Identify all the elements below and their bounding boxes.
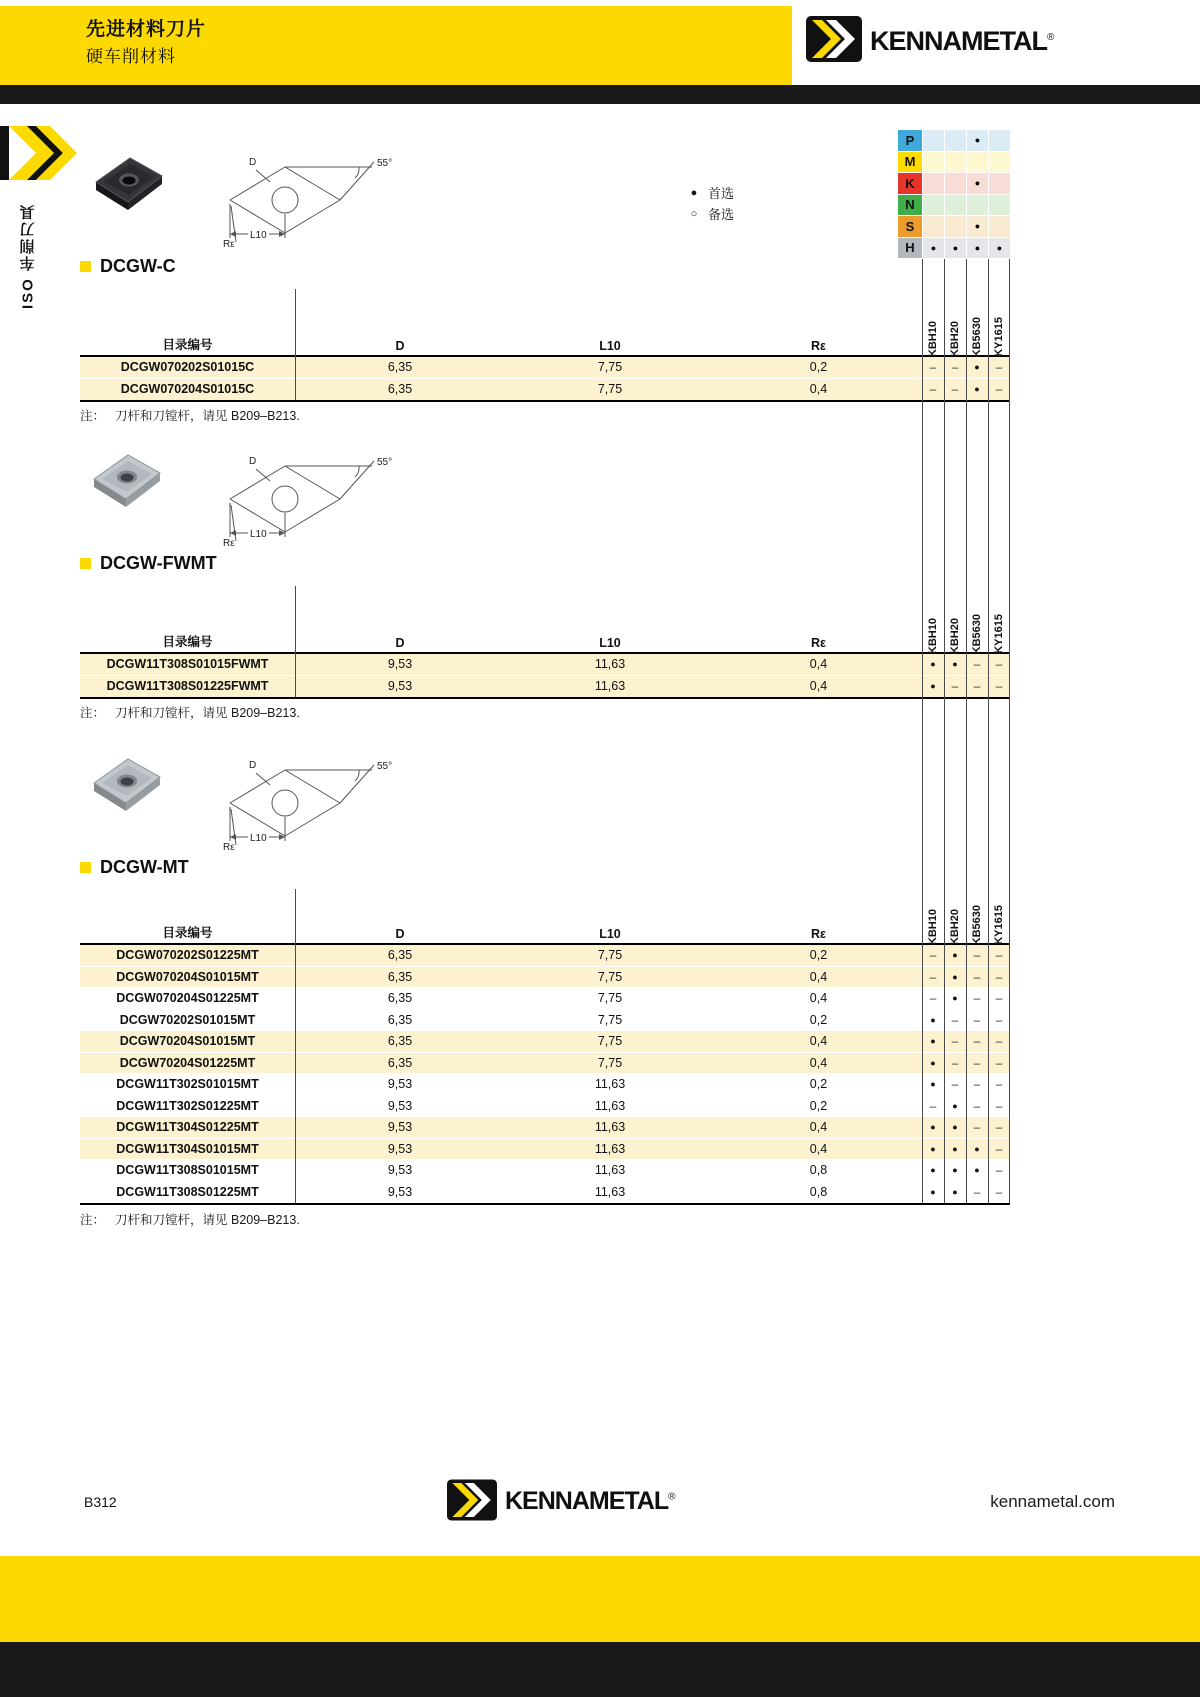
- dash-mark: –: [995, 1185, 1003, 1200]
- cell-re: 0,4: [809, 1055, 828, 1070]
- brand-text: KENNAMETAL: [870, 26, 1047, 56]
- dash-mark: –: [995, 1120, 1003, 1135]
- catalog-number: DCGW070202S01225MT: [116, 948, 259, 963]
- cell-d: 9,53: [387, 1098, 413, 1113]
- cell-l10: 7,75: [597, 1012, 623, 1027]
- dash-mark: –: [973, 969, 981, 984]
- cell-re: 0,4: [809, 657, 828, 672]
- empty-grade-cell: [944, 152, 966, 174]
- section-title-text: DCGW-C: [100, 256, 176, 276]
- preferred-dot: ●: [974, 384, 980, 395]
- catalog-number: DCGW70202S01015MT: [119, 1012, 256, 1027]
- insert-drawing: [222, 154, 397, 249]
- table-body: [80, 945, 1010, 1205]
- header-title-line2: 硬车削材料: [86, 47, 176, 66]
- grade-column-rule: [944, 259, 945, 1203]
- preferred-dot: ●: [944, 238, 966, 260]
- footer-site-link[interactable]: kennametal.com: [990, 1492, 1115, 1511]
- cell-d: 9,53: [387, 1185, 413, 1200]
- dim-l10-label: L10: [250, 529, 267, 540]
- empty-grade-cell: [988, 152, 1010, 174]
- cell-re: 0,4: [809, 679, 828, 694]
- dash-mark: –: [973, 1185, 981, 1200]
- cell-l10: 11,63: [594, 679, 626, 694]
- catalog-number: DCGW070204S01015MT: [116, 969, 259, 984]
- catalog-number: DCGW070204S01015C: [120, 382, 255, 397]
- legend-preferred-row: [688, 182, 734, 203]
- cell-l10: 7,75: [597, 1034, 623, 1049]
- material-letter: H: [898, 238, 922, 260]
- preferred-dot: ●: [974, 362, 980, 373]
- empty-grade-cell: [922, 216, 944, 238]
- header-catalog: 目录编号: [162, 338, 213, 352]
- dim-re-label: Rε: [223, 239, 235, 249]
- table-row: [80, 1031, 1010, 1053]
- preferred-dot: ●: [952, 993, 958, 1004]
- preferred-dot: ●: [952, 1187, 958, 1198]
- table-row: [80, 654, 1010, 676]
- cell-d: 6,35: [387, 1055, 413, 1070]
- preferred-dot: ●: [930, 659, 936, 670]
- catalog-number: DCGW070202S01015C: [120, 360, 255, 375]
- dash-mark: –: [951, 1055, 959, 1070]
- grade-label-kbh20: KBH20: [948, 617, 961, 654]
- header-d: D: [395, 636, 405, 650]
- cell-d: 9,53: [387, 1163, 413, 1178]
- section-title-text: DCGW-FWMT: [100, 553, 217, 573]
- cell-l10: 7,75: [597, 1055, 623, 1070]
- cell-d: 6,35: [387, 991, 413, 1006]
- catalog-number: DCGW070204S01225MT: [116, 991, 259, 1006]
- preferred-dot: ●: [966, 216, 988, 238]
- footer-wordmark: [505, 1487, 675, 1516]
- material-letter: S: [898, 216, 922, 238]
- cell-re: 0,4: [809, 991, 828, 1006]
- section-title-dcgw-c: [80, 256, 176, 277]
- cell-d: 9,53: [387, 1120, 413, 1135]
- dim-re-label: Rε: [223, 842, 235, 852]
- preferred-dot: ●: [952, 659, 958, 670]
- catalog-number: DCGW70204S01225MT: [119, 1055, 256, 1070]
- table-row: [80, 1182, 1010, 1204]
- table-row: [80, 967, 1010, 989]
- dash-mark: –: [929, 1098, 937, 1113]
- table-row: [80, 357, 1010, 379]
- dim-re-label: Rε: [223, 538, 235, 548]
- dash-mark: –: [995, 1163, 1003, 1178]
- table-row: [80, 1074, 1010, 1096]
- dim-l10-label: L10: [250, 230, 267, 241]
- dash-mark: –: [951, 1077, 959, 1092]
- empty-grade-cell: [944, 195, 966, 217]
- preferred-dot: ●: [930, 1187, 936, 1198]
- table-row: [80, 945, 1010, 967]
- cell-l10: 11,63: [594, 1077, 626, 1092]
- section-bullet-icon: [80, 261, 91, 272]
- note-prefix: 注：: [80, 409, 106, 423]
- preferred-dot: ●: [952, 950, 958, 961]
- dash-mark: –: [973, 1077, 981, 1092]
- note-prefix: 注：: [80, 1213, 106, 1227]
- insert-drawing: [222, 453, 397, 548]
- catalog-number: DCGW11T302S01015MT: [116, 1077, 259, 1092]
- dash-mark: –: [995, 360, 1003, 375]
- preferred-dot: ●: [952, 1165, 958, 1176]
- dash-mark: –: [995, 657, 1003, 672]
- catalog-number: DCGW11T304S01015MT: [116, 1141, 259, 1156]
- preferred-dot: ●: [952, 1122, 958, 1133]
- dash-mark: –: [995, 969, 1003, 984]
- cell-re: 0,4: [809, 1034, 828, 1049]
- grade-label-kbh10: KBH10: [926, 908, 939, 945]
- cell-d: 9,53: [387, 1077, 413, 1092]
- cell-d: 9,53: [387, 1141, 413, 1156]
- catalog-number: DCGW70204S01015MT: [119, 1034, 256, 1049]
- cell-d: 6,35: [387, 360, 413, 375]
- dash-mark: –: [973, 948, 981, 963]
- registered-mark: ®: [668, 1491, 675, 1503]
- cell-l10: 11,63: [594, 1163, 626, 1178]
- dash-mark: –: [951, 1012, 959, 1027]
- section-bullet-icon: [80, 862, 91, 873]
- dash-mark: –: [973, 991, 981, 1006]
- table-header: [80, 925, 1010, 945]
- legend: [688, 182, 734, 224]
- cell-re: 0,4: [809, 1141, 828, 1156]
- table-row: [80, 988, 1010, 1010]
- empty-grade-cell: [988, 130, 1010, 152]
- insert-photo: [88, 150, 168, 220]
- preferred-dot-icon: ●: [690, 186, 698, 199]
- dash-mark: –: [929, 991, 937, 1006]
- table-row: [80, 1053, 1010, 1075]
- empty-grade-cell: [988, 173, 1010, 195]
- dash-mark: –: [995, 1034, 1003, 1049]
- cell-re: 0,2: [809, 1077, 828, 1092]
- grade-labels: [922, 303, 1010, 357]
- preferred-dot: ●: [930, 681, 936, 692]
- grade-column-rule: [966, 259, 967, 1203]
- catalog-number: DCGW11T302S01225MT: [116, 1098, 259, 1113]
- cell-re: 0,2: [809, 1012, 828, 1027]
- header-title-line1: 先进材料刀片: [86, 19, 207, 40]
- cell-l10: 7,75: [597, 991, 623, 1006]
- cell-re: 0,2: [809, 1098, 828, 1113]
- empty-grade-cell: [922, 130, 944, 152]
- material-grid-row: [898, 216, 1010, 238]
- dim-d-label: D: [249, 456, 257, 467]
- preferred-dot: ●: [930, 1122, 936, 1133]
- empty-grade-cell: [944, 216, 966, 238]
- legend-preferred-label: 首选: [708, 186, 735, 201]
- table-row: [80, 1096, 1010, 1118]
- table-header: [80, 337, 1010, 357]
- material-grid-row: [898, 152, 1010, 174]
- material-grid-row: [898, 195, 1010, 217]
- header-black-bar: [0, 85, 1200, 104]
- dash-mark: –: [951, 679, 959, 694]
- dim-angle-label: 55°: [377, 457, 393, 468]
- dash-mark: –: [995, 1055, 1003, 1070]
- header-d: D: [395, 927, 405, 941]
- legend-alternate-label: 备选: [708, 207, 735, 222]
- grade-label-kbh10: KBH10: [926, 617, 939, 654]
- header-re: Rε: [811, 339, 826, 353]
- insert-photo: [86, 447, 166, 517]
- dash-mark: –: [973, 1055, 981, 1070]
- material-grid: [898, 130, 1010, 259]
- dash-mark: –: [973, 679, 981, 694]
- preferred-dot: ●: [966, 173, 988, 195]
- preferred-dot: ●: [974, 1165, 980, 1176]
- catalog-table-dcgw-fwmt: [80, 634, 1010, 699]
- cell-re: 0,4: [809, 1120, 828, 1135]
- material-letter: M: [898, 152, 922, 174]
- dash-mark: –: [929, 382, 937, 397]
- cell-re: 0,8: [809, 1163, 828, 1178]
- preferred-dot: ●: [988, 238, 1010, 260]
- material-letter: K: [898, 173, 922, 195]
- grade-label-kb5630: KB5630: [970, 316, 983, 357]
- dash-mark: –: [951, 1034, 959, 1049]
- header-catalog: 目录编号: [162, 635, 213, 649]
- cell-d: 6,35: [387, 382, 413, 397]
- dash-mark: –: [995, 679, 1003, 694]
- kennametal-wordmark: [870, 26, 1053, 57]
- cell-l10: 11,63: [594, 1098, 626, 1113]
- cell-re: 0,4: [809, 969, 828, 984]
- cell-l10: 11,63: [594, 1120, 626, 1135]
- dash-mark: –: [973, 1012, 981, 1027]
- empty-grade-cell: [922, 152, 944, 174]
- dim-angle-label: 55°: [377, 761, 393, 772]
- cell-l10: 7,75: [597, 382, 623, 397]
- cell-d: 9,53: [387, 679, 413, 694]
- dash-mark: –: [929, 360, 937, 375]
- footer-black-band: [0, 1642, 1200, 1697]
- section-title-text: DCGW-MT: [100, 857, 189, 877]
- dash-mark: –: [929, 948, 937, 963]
- preferred-dot: ●: [952, 1100, 958, 1111]
- dash-mark: –: [995, 1098, 1003, 1113]
- footer-page-number: B312: [84, 1494, 117, 1510]
- material-grid-row: [898, 173, 1010, 195]
- dash-mark: –: [995, 948, 1003, 963]
- registered-mark: ®: [1046, 32, 1054, 43]
- preferred-dot: ●: [930, 1014, 936, 1025]
- preferred-dot: ●: [974, 1143, 980, 1154]
- section-title-dcgw-fwmt: [80, 553, 217, 574]
- empty-grade-cell: [988, 216, 1010, 238]
- dash-mark: –: [973, 657, 981, 672]
- catalog-number: DCGW11T308S01225MT: [116, 1185, 259, 1200]
- grade-label-kb5630: KB5630: [970, 613, 983, 654]
- cell-d: 6,35: [387, 969, 413, 984]
- catalog-number: DCGW11T308S01225FWMT: [106, 679, 269, 694]
- header-catalog: 目录编号: [162, 926, 213, 940]
- sidebar-arrow-icon: [0, 126, 80, 180]
- legend-alternate-row: [688, 203, 734, 224]
- empty-grade-cell: [966, 152, 988, 174]
- dash-mark: –: [995, 1077, 1003, 1092]
- material-grid-row: [898, 238, 1010, 260]
- preferred-dot: ●: [966, 238, 988, 260]
- material-letter: P: [898, 130, 922, 152]
- empty-grade-cell: [922, 195, 944, 217]
- preferred-dot: ●: [930, 1036, 936, 1047]
- dash-mark: –: [951, 382, 959, 397]
- column-divider: [295, 289, 296, 400]
- grade-labels: [922, 600, 1010, 654]
- catalog-number: DCGW11T308S01015FWMT: [106, 657, 269, 672]
- dash-mark: –: [995, 991, 1003, 1006]
- sidebar-vertical-label: ISO 车削刀具: [19, 203, 37, 310]
- alternate-circle-icon: ○: [690, 207, 698, 220]
- dash-mark: –: [995, 382, 1003, 397]
- catalog-number: DCGW11T308S01015MT: [116, 1163, 259, 1178]
- column-divider: [295, 889, 296, 1203]
- preferred-dot: ●: [930, 1057, 936, 1068]
- grade-labels: [922, 891, 1010, 945]
- catalog-number: DCGW11T304S01225MT: [116, 1120, 259, 1135]
- cell-re: 0,2: [809, 948, 828, 963]
- cell-re: 0,2: [809, 360, 828, 375]
- dash-mark: –: [951, 360, 959, 375]
- note-text: 刀杆和刀镗杆，请见 B209–B213.: [115, 1213, 300, 1227]
- table-note: [80, 406, 300, 424]
- cell-l10: 11,63: [594, 657, 626, 672]
- section-bullet-icon: [80, 558, 91, 569]
- preferred-dot: ●: [930, 1079, 936, 1090]
- cell-re: 0,4: [809, 382, 828, 397]
- catalog-table-dcgw-mt: [80, 925, 1010, 1205]
- insert-photo: [86, 751, 166, 821]
- cell-re: 0,8: [809, 1185, 828, 1200]
- note-text: 刀杆和刀镗杆，请见 B209–B213.: [115, 706, 300, 720]
- footer-yellow-band: [0, 1556, 1200, 1642]
- grade-column-rule: [922, 259, 923, 1203]
- cell-d: 9,53: [387, 657, 413, 672]
- table-row: [80, 1160, 1010, 1182]
- grade-label-kb5630: KB5630: [970, 904, 983, 945]
- preferred-dot: ●: [922, 238, 944, 260]
- cell-l10: 7,75: [597, 948, 623, 963]
- insert-drawing: [222, 757, 397, 852]
- material-grid-row: [898, 130, 1010, 152]
- preferred-dot: ●: [952, 1143, 958, 1154]
- note-text: 刀杆和刀镗杆，请见 B209–B213.: [115, 409, 300, 423]
- cell-d: 6,35: [387, 948, 413, 963]
- cell-l10: 7,75: [597, 969, 623, 984]
- grade-label-ky1615: KY1615: [992, 614, 1005, 654]
- dash-mark: –: [973, 1034, 981, 1049]
- header-l10: L10: [599, 927, 621, 941]
- header-d: D: [395, 339, 405, 353]
- header-re: Rε: [811, 636, 826, 650]
- table-row: [80, 379, 1010, 401]
- empty-grade-cell: [944, 130, 966, 152]
- dash-mark: –: [995, 1141, 1003, 1156]
- empty-grade-cell: [944, 173, 966, 195]
- dim-angle-label: 55°: [377, 158, 393, 169]
- dim-d-label: D: [249, 760, 257, 771]
- table-row: [80, 1010, 1010, 1032]
- dash-mark: –: [973, 1098, 981, 1113]
- grade-column-rule: [988, 259, 989, 1203]
- preferred-dot: ●: [966, 130, 988, 152]
- table-row: [80, 676, 1010, 698]
- cell-l10: 11,63: [594, 1141, 626, 1156]
- table-note: [80, 703, 300, 721]
- empty-grade-cell: [988, 195, 1010, 217]
- kennametal-logo-icon: [806, 16, 862, 62]
- dash-mark: –: [973, 1120, 981, 1135]
- preferred-dot: ●: [952, 971, 958, 982]
- table-row: [80, 1117, 1010, 1139]
- grade-label-ky1615: KY1615: [992, 905, 1005, 945]
- cell-l10: 7,75: [597, 360, 623, 375]
- table-header: [80, 634, 1010, 654]
- empty-grade-cell: [966, 195, 988, 217]
- note-prefix: 注：: [80, 706, 106, 720]
- section-title-dcgw-mt: [80, 857, 189, 878]
- cell-d: 6,35: [387, 1012, 413, 1027]
- header-re: Rε: [811, 927, 826, 941]
- material-letter: N: [898, 195, 922, 217]
- header-l10: L10: [599, 339, 621, 353]
- catalog-table-dcgw-c: [80, 337, 1010, 402]
- empty-grade-cell: [922, 173, 944, 195]
- dim-l10-label: L10: [250, 833, 267, 844]
- table-note: [80, 1210, 300, 1228]
- header-l10: L10: [599, 636, 621, 650]
- cell-l10: 11,63: [594, 1185, 626, 1200]
- grade-label-kbh10: KBH10: [926, 320, 939, 357]
- footer-logo-icon: [447, 1479, 497, 1521]
- preferred-dot: ●: [930, 1165, 936, 1176]
- brand-text: KENNAMETAL: [505, 1487, 669, 1515]
- cell-d: 6,35: [387, 1034, 413, 1049]
- table-body: [80, 654, 1010, 699]
- grade-label-kbh20: KBH20: [948, 320, 961, 357]
- grade-label-ky1615: KY1615: [992, 317, 1005, 357]
- dash-mark: –: [995, 1012, 1003, 1027]
- column-divider: [295, 586, 296, 697]
- dash-mark: –: [929, 969, 937, 984]
- preferred-dot: ●: [930, 1143, 936, 1154]
- grade-column-rule: [1009, 259, 1010, 1203]
- grade-label-kbh20: KBH20: [948, 908, 961, 945]
- table-body: [80, 357, 1010, 402]
- table-row: [80, 1139, 1010, 1161]
- dim-d-label: D: [249, 157, 257, 168]
